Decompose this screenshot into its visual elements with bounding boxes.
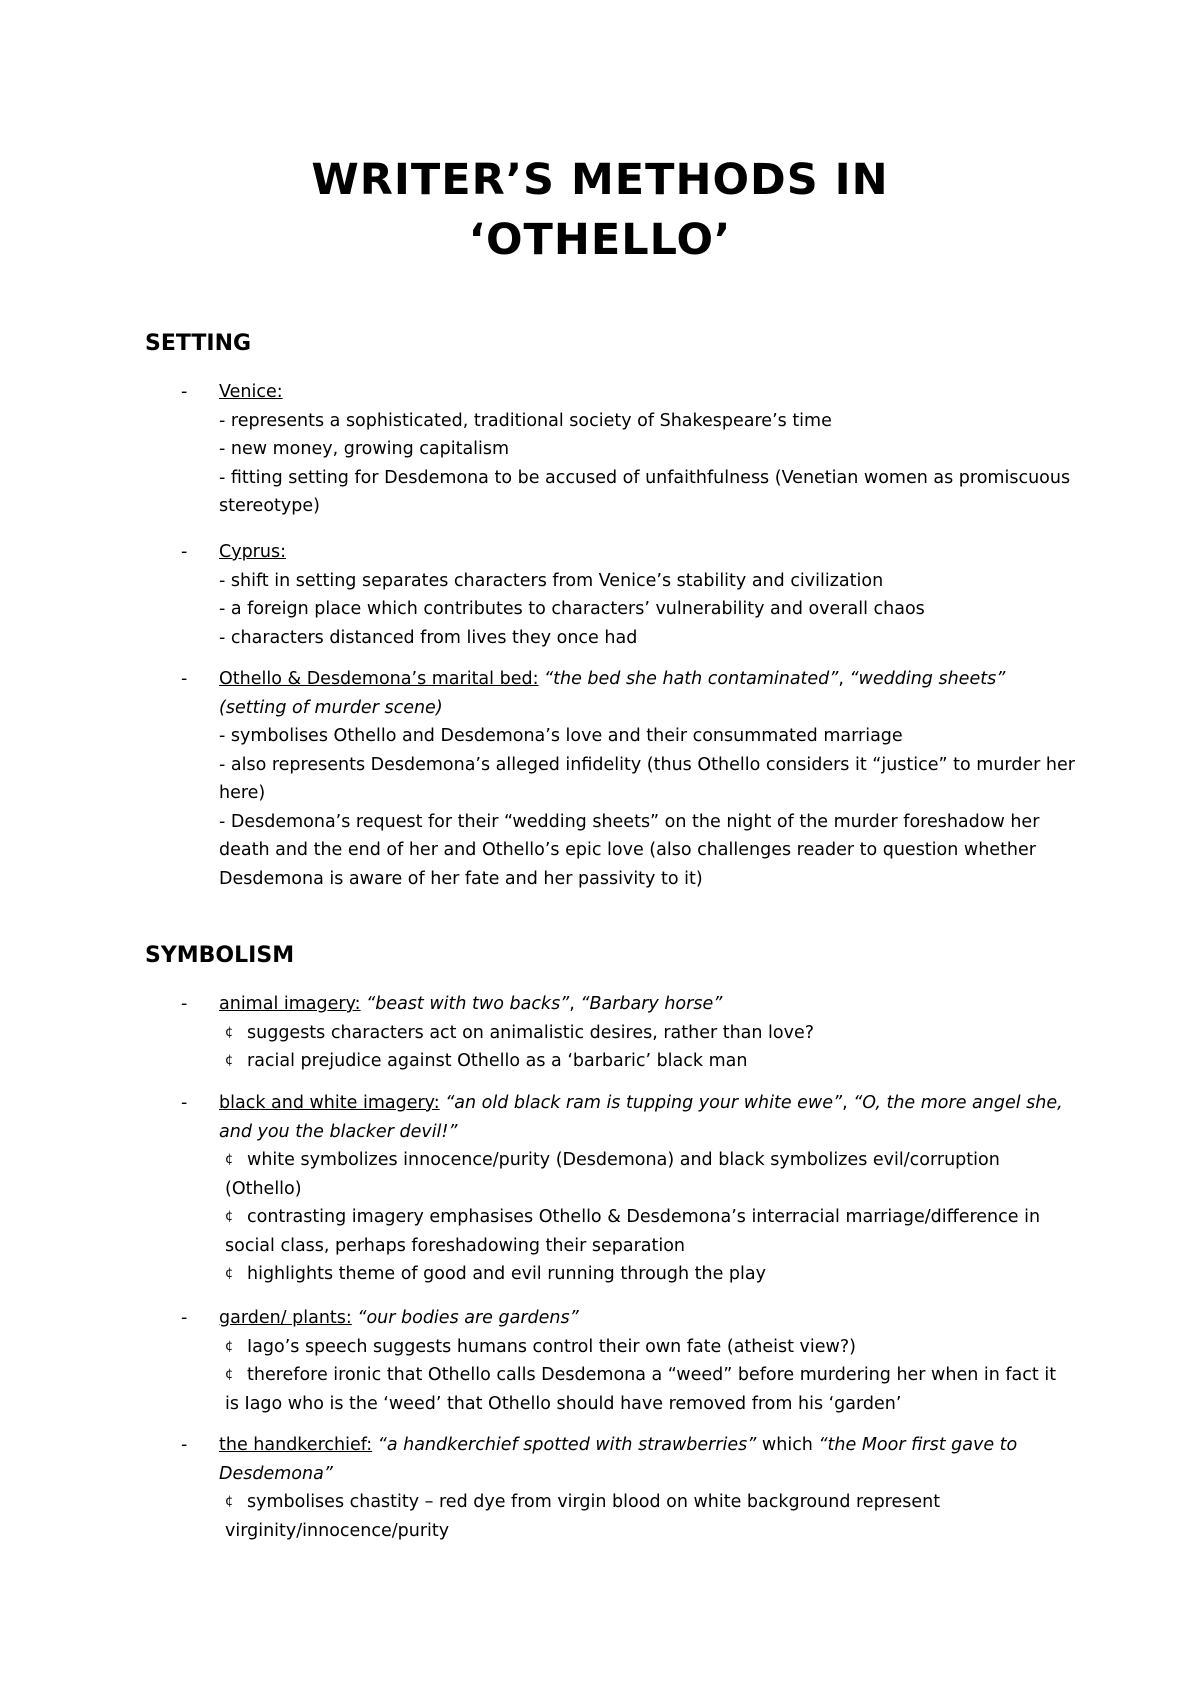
animal-label: animal imagery: — [219, 994, 361, 1014]
garden-point-2: ¢ therefore ironic that Othello calls Desdemona a “weed” before murdering her when in fact it is Iago who is the ‘weed’ that Othello should have removed from his ‘garden’ — [219, 1361, 1075, 1418]
animal-quote-1: “beast with two backs” — [366, 994, 570, 1014]
list-dash: - — [181, 994, 188, 1014]
title-line-1: WRITER’S METHODS IN — [311, 155, 889, 205]
handkerchief-mid: which — [756, 1435, 819, 1455]
bullet-icon: ¢ — [225, 1338, 234, 1354]
garden-plants-item — [145, 1304, 1075, 1418]
garden-label: garden/ plants: — [219, 1308, 352, 1328]
handkerchief-label: the handkerchief: — [219, 1435, 373, 1455]
bullet-icon: ¢ — [225, 1266, 234, 1281]
bed-line-2: - also represents Desdemona’s alleged infidelity (thus Othello considers it “justice” to murder her here) — [219, 754, 1075, 803]
bullet-icon: ¢ — [225, 1367, 234, 1382]
list-dash: - — [181, 1435, 188, 1455]
symbolism-heading: SYMBOLISM — [145, 943, 295, 968]
list-dash: - — [181, 382, 188, 402]
garden-quote-1: “our bodies are gardens” — [357, 1308, 579, 1328]
animal-point-2: ¢ racial prejudice against Othello as a ‘barbaric’ black man — [219, 1047, 1075, 1076]
handkerchief-item — [145, 1431, 1075, 1545]
blackwhite-quote-1: “an old black ram is tupping your white ewe” — [445, 1093, 843, 1113]
cyprus-line-1: - shift in setting separates characters from Venice’s stability and civilization — [219, 570, 884, 591]
animal-quote-2: “Barbary horse” — [580, 994, 723, 1014]
document-title — [0, 150, 1200, 270]
handkerchief-quote-2: “the Moor first gave to Desdemona” — [219, 1435, 1018, 1484]
bed-line-1: - symbolises Othello and Desdemona’s love and their consummated marriage — [219, 726, 903, 746]
venice-item — [145, 378, 1075, 521]
cyprus-label: Cyprus: — [219, 542, 286, 562]
bed-note: (setting of murder scene) — [219, 697, 443, 718]
black-white-imagery-item — [145, 1089, 1075, 1289]
handkerchief-point-1: ¢ symbolises chastity – red dye from virgin blood on white background represent virginity/innocence/purity — [219, 1488, 1075, 1545]
marital-bed-item — [145, 665, 1075, 893]
setting-heading: SETTING — [145, 331, 252, 356]
blackwhite-point-1: ¢ white symbolizes innocence/purity (Desdemona) and black symbolizes evil/corruption (Othello) — [219, 1146, 1075, 1203]
blackwhite-sep: , — [842, 1093, 854, 1113]
blackwhite-label: black and white imagery: — [219, 1093, 440, 1113]
list-dash: - — [181, 542, 188, 562]
bullet-icon: ¢ — [225, 1494, 234, 1509]
cyprus-line-2: - a foreign place which contributes to characters’ vulnerability and overall chaos — [219, 599, 925, 619]
venice-label: Venice: — [219, 382, 283, 402]
animal-point-1: ¢ suggests characters act on animalistic desires, rather than love? — [219, 1019, 1075, 1048]
animal-imagery-item — [145, 990, 1075, 1076]
bed-quote-2: “wedding sheets” — [849, 669, 1006, 689]
cyprus-line-3: - characters distanced from lives they once had — [219, 627, 638, 648]
blackwhite-quote-2: “O, the more angel she, and you the blacker devil!” — [219, 1093, 1063, 1142]
bullet-icon: ¢ — [225, 1209, 234, 1224]
handkerchief-quote-1: “a handkerchief spotted with strawberries” — [377, 1435, 757, 1455]
garden-point-1: ¢ Iago’s speech suggests humans control their own fate (atheist view?) — [219, 1333, 1075, 1362]
bed-line-3: - Desdemona’s request for their “wedding sheets” on the night of the murder foreshadow her death and the end of her and Othello’s epic love (also challenges reader to question whether Desdemona is aware of her fate and her passivity to it) — [219, 811, 1040, 889]
animal-sep: , — [569, 994, 581, 1014]
list-dash: - — [181, 669, 188, 689]
bed-sep: , — [838, 669, 850, 689]
venice-line-3: - fitting setting for Desdemona to be accused of unfaithfulness (Venetian women as promiscuous stereotype) — [219, 467, 1071, 516]
blackwhite-point-2: ¢ contrasting imagery emphasises Othello & Desdemona’s interracial marriage/difference in social class, perhaps foreshadowing their separation — [219, 1203, 1075, 1260]
bullet-icon: ¢ — [225, 1024, 234, 1040]
bed-label: Othello & Desdemona’s marital bed: — [219, 669, 539, 689]
list-dash: - — [181, 1093, 188, 1113]
bed-quote-1: “the bed she hath contaminated” — [544, 669, 839, 689]
list-dash: - — [181, 1308, 188, 1328]
venice-line-1: - represents a sophisticated, traditional society of Shakespeare’s time — [219, 410, 832, 431]
cyprus-item — [145, 538, 1075, 652]
venice-line-2: - new money, growing capitalism — [219, 439, 510, 459]
blackwhite-point-3: ¢ highlights theme of good and evil running through the play — [219, 1260, 1075, 1289]
bullet-icon: ¢ — [225, 1152, 234, 1167]
title-line-2: ‘OTHELLO’ — [468, 215, 732, 265]
bullet-icon: ¢ — [225, 1053, 234, 1068]
